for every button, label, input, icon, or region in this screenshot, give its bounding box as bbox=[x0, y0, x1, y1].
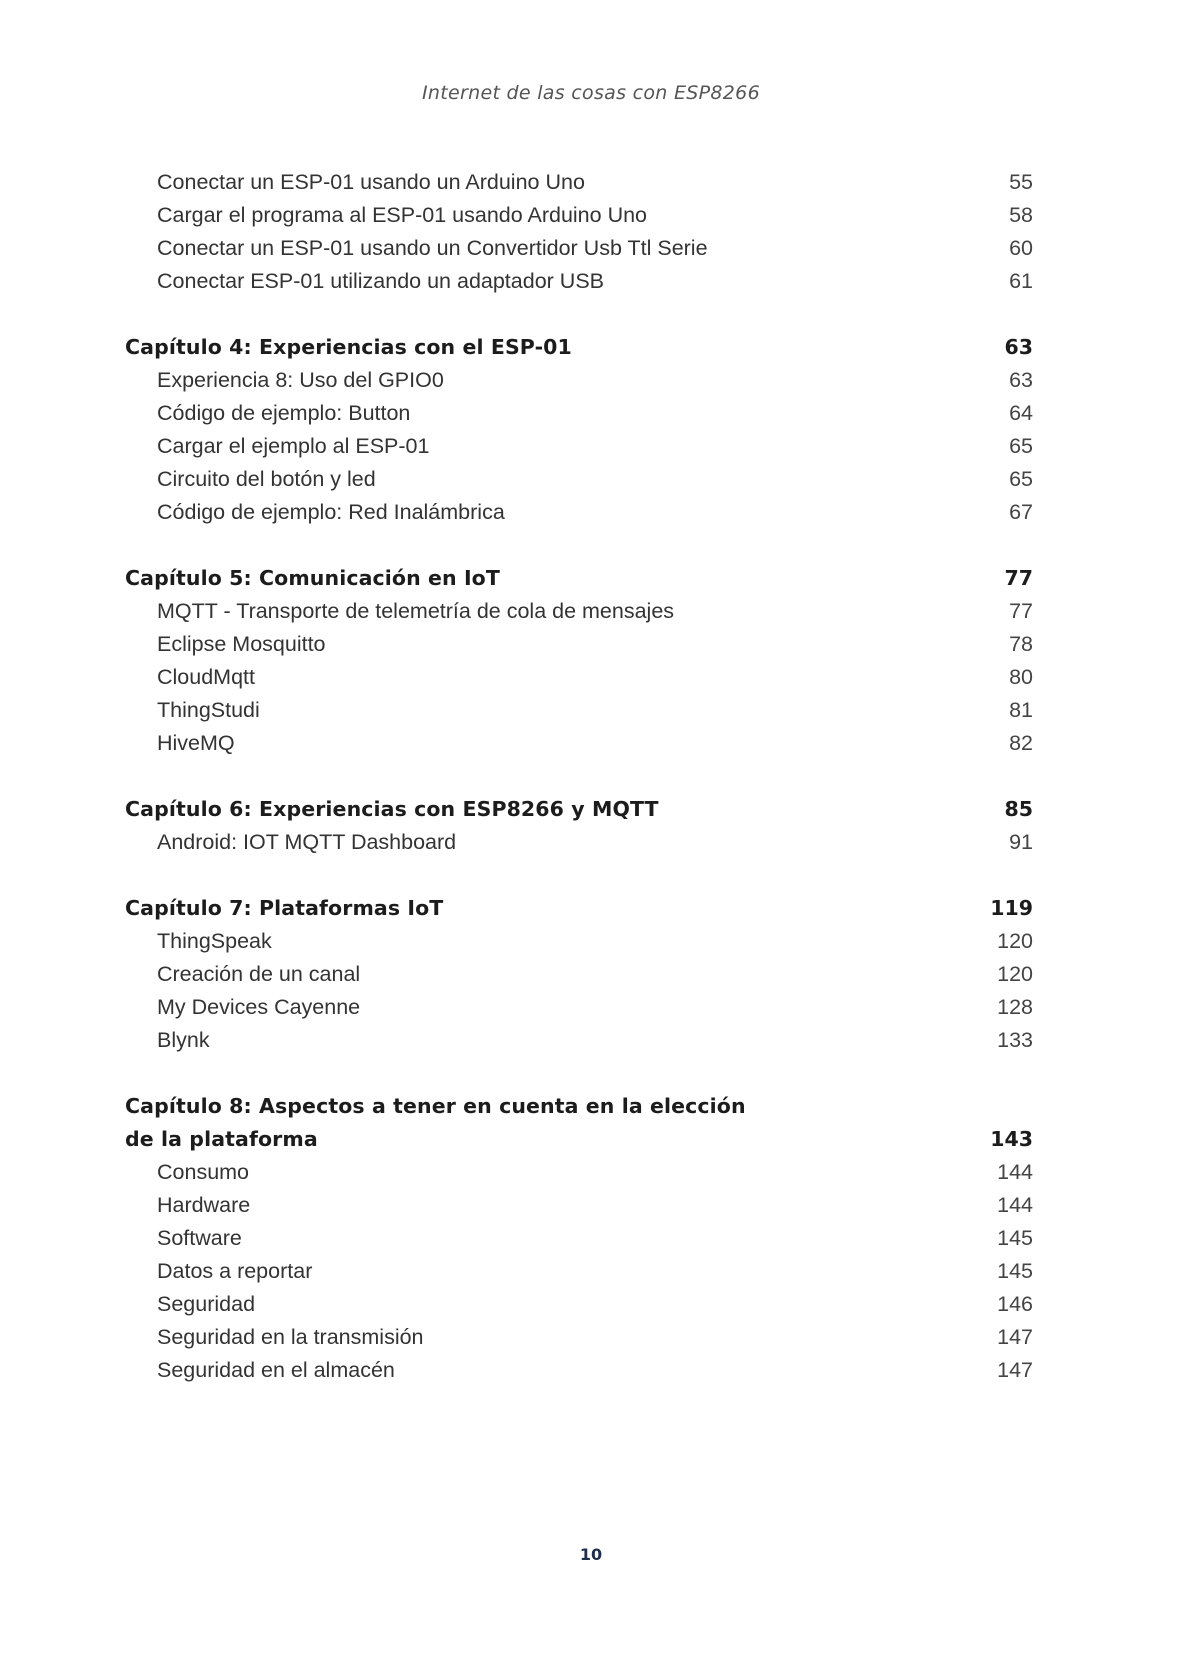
toc-spacer bbox=[125, 302, 1033, 335]
toc-entry[interactable] bbox=[125, 1358, 1033, 1391]
toc-chapter-title: Capítulo 5: Comunicación en IoT bbox=[125, 566, 500, 590]
toc-chapter-page: 77 bbox=[1004, 566, 1033, 590]
toc-entry-page: 64 bbox=[1009, 401, 1033, 425]
toc-chapter-6[interactable] bbox=[125, 797, 1033, 830]
toc-entry-page: 80 bbox=[1009, 665, 1033, 689]
toc-chapter-title: Capítulo 4: Experiencias con el ESP-01 bbox=[125, 335, 572, 359]
toc-entry-page: 147 bbox=[997, 1325, 1033, 1349]
toc-entry-title: Conectar un ESP-01 usando un Convertidor Usb Ttl Serie bbox=[157, 236, 708, 260]
toc-chapter-page: 63 bbox=[1004, 335, 1033, 359]
toc-entry-title: Software bbox=[157, 1226, 242, 1250]
toc-entry[interactable] bbox=[125, 1325, 1033, 1358]
toc-entry-title: CloudMqtt bbox=[157, 665, 255, 689]
toc-spacer bbox=[125, 1061, 1033, 1094]
toc-entry-title: Seguridad bbox=[157, 1292, 256, 1316]
toc-entry-title: Código de ejemplo: Button bbox=[157, 401, 411, 425]
toc-entry-title: MQTT - Transporte de telemetría de cola de mensajes bbox=[157, 599, 675, 623]
toc-entry-title: Conectar ESP-01 utilizando un adaptador USB bbox=[157, 269, 604, 293]
toc-entry-page: 120 bbox=[997, 929, 1033, 953]
toc-entry-title: Seguridad en el almacén bbox=[157, 1358, 395, 1382]
toc-chapter-page: 119 bbox=[990, 896, 1033, 920]
toc-entry[interactable] bbox=[125, 632, 1033, 665]
toc-entry-page: 82 bbox=[1009, 731, 1033, 755]
toc-entry[interactable] bbox=[125, 929, 1033, 962]
toc-entry[interactable] bbox=[125, 698, 1033, 731]
toc-entry-page: 81 bbox=[1009, 698, 1033, 722]
table-of-contents bbox=[125, 170, 1033, 1391]
toc-entry[interactable] bbox=[125, 1292, 1033, 1325]
toc-chapter-8-line1[interactable] bbox=[125, 1094, 1033, 1127]
toc-chapter-title: Capítulo 7: Plataformas IoT bbox=[125, 896, 444, 920]
toc-entry-page: 91 bbox=[1009, 830, 1033, 854]
toc-entry-page: 147 bbox=[997, 1358, 1033, 1382]
toc-entry-title: HiveMQ bbox=[157, 731, 235, 755]
toc-chapter-7[interactable] bbox=[125, 896, 1033, 929]
toc-entry-title: Datos a reportar bbox=[157, 1259, 313, 1283]
toc-entry[interactable] bbox=[125, 467, 1033, 500]
toc-spacer bbox=[125, 533, 1033, 566]
toc-entry[interactable] bbox=[125, 665, 1033, 698]
toc-entry-title: Android: IOT MQTT Dashboard bbox=[157, 830, 457, 854]
toc-entry-page: 65 bbox=[1009, 467, 1033, 491]
toc-entry-title: ThingStudi bbox=[157, 698, 260, 722]
toc-entry-page: 146 bbox=[997, 1292, 1033, 1316]
toc-entry-page: 65 bbox=[1009, 434, 1033, 458]
toc-entry-title: Cargar el programa al ESP-01 usando Arduino Uno bbox=[157, 203, 648, 227]
toc-chapter-title: Capítulo 8: Aspectos a tener en cuenta en la elección bbox=[125, 1094, 746, 1118]
toc-entry-page: 133 bbox=[997, 1028, 1033, 1052]
toc-chapter-4[interactable] bbox=[125, 335, 1033, 368]
toc-entry[interactable] bbox=[125, 269, 1033, 302]
toc-entry-title: Experiencia 8: Uso del GPIO0 bbox=[157, 368, 444, 392]
toc-entry-title: Consumo bbox=[157, 1160, 250, 1184]
toc-entry-page: 63 bbox=[1009, 368, 1033, 392]
toc-entry[interactable] bbox=[125, 368, 1033, 401]
toc-chapter-title-cont: de la plataforma bbox=[125, 1127, 318, 1151]
running-header: Internet de las cosas con ESP8266 bbox=[422, 82, 760, 104]
toc-chapter-5[interactable] bbox=[125, 566, 1033, 599]
toc-entry-page: 78 bbox=[1009, 632, 1033, 656]
toc-entry[interactable] bbox=[125, 1259, 1033, 1292]
toc-spacer bbox=[125, 764, 1033, 797]
toc-entry-title: Cargar el ejemplo al ESP-01 bbox=[157, 434, 430, 458]
toc-entry[interactable] bbox=[125, 830, 1033, 863]
toc-entry[interactable] bbox=[125, 203, 1033, 236]
toc-entry-page: 144 bbox=[997, 1193, 1033, 1217]
toc-entry[interactable] bbox=[125, 731, 1033, 764]
toc-chapter-title: Capítulo 6: Experiencias con ESP8266 y MQTT bbox=[125, 797, 659, 821]
toc-entry-title: Hardware bbox=[157, 1193, 251, 1217]
toc-entry-title: Creación de un canal bbox=[157, 962, 361, 986]
toc-entry[interactable] bbox=[125, 170, 1033, 203]
toc-entry[interactable] bbox=[125, 500, 1033, 533]
toc-entry-page: 128 bbox=[997, 995, 1033, 1019]
toc-entry-page: 60 bbox=[1009, 236, 1033, 260]
toc-entry-page: 120 bbox=[997, 962, 1033, 986]
toc-entry[interactable] bbox=[125, 401, 1033, 434]
toc-entry[interactable] bbox=[125, 1028, 1033, 1061]
toc-entry-title: Conectar un ESP-01 usando un Arduino Uno bbox=[157, 170, 585, 194]
toc-entry[interactable] bbox=[125, 962, 1033, 995]
toc-entry-title: My Devices Cayenne bbox=[157, 995, 361, 1019]
toc-entry-title: Código de ejemplo: Red Inalámbrica bbox=[157, 500, 505, 524]
toc-entry-title: Blynk bbox=[157, 1028, 210, 1052]
toc-entry-page: 145 bbox=[997, 1226, 1033, 1250]
toc-entry-title: Seguridad en la transmisión bbox=[157, 1325, 424, 1349]
toc-entry-page: 145 bbox=[997, 1259, 1033, 1283]
toc-entry-title: Eclipse Mosquitto bbox=[157, 632, 326, 656]
toc-entry-page: 55 bbox=[1009, 170, 1033, 194]
toc-spacer bbox=[125, 863, 1033, 896]
toc-entry-page: 61 bbox=[1009, 269, 1033, 293]
toc-chapter-page: 85 bbox=[1004, 797, 1033, 821]
toc-entry[interactable] bbox=[125, 599, 1033, 632]
toc-entry-page: 67 bbox=[1009, 500, 1033, 524]
toc-entry-page: 144 bbox=[997, 1160, 1033, 1184]
toc-entry[interactable] bbox=[125, 1226, 1033, 1259]
toc-entry[interactable] bbox=[125, 236, 1033, 269]
toc-entry[interactable] bbox=[125, 1193, 1033, 1226]
toc-entry[interactable] bbox=[125, 434, 1033, 467]
toc-entry-page: 58 bbox=[1009, 203, 1033, 227]
toc-entry[interactable] bbox=[125, 1160, 1033, 1193]
toc-entry-page: 77 bbox=[1009, 599, 1033, 623]
toc-chapter-page: 143 bbox=[990, 1127, 1033, 1151]
toc-entry-title: ThingSpeak bbox=[157, 929, 272, 953]
toc-entry-title: Circuito del botón y led bbox=[157, 467, 376, 491]
page-number: 10 bbox=[579, 1545, 603, 1564]
toc-entry[interactable] bbox=[125, 995, 1033, 1028]
toc-chapter-8-line2[interactable] bbox=[125, 1127, 1033, 1160]
